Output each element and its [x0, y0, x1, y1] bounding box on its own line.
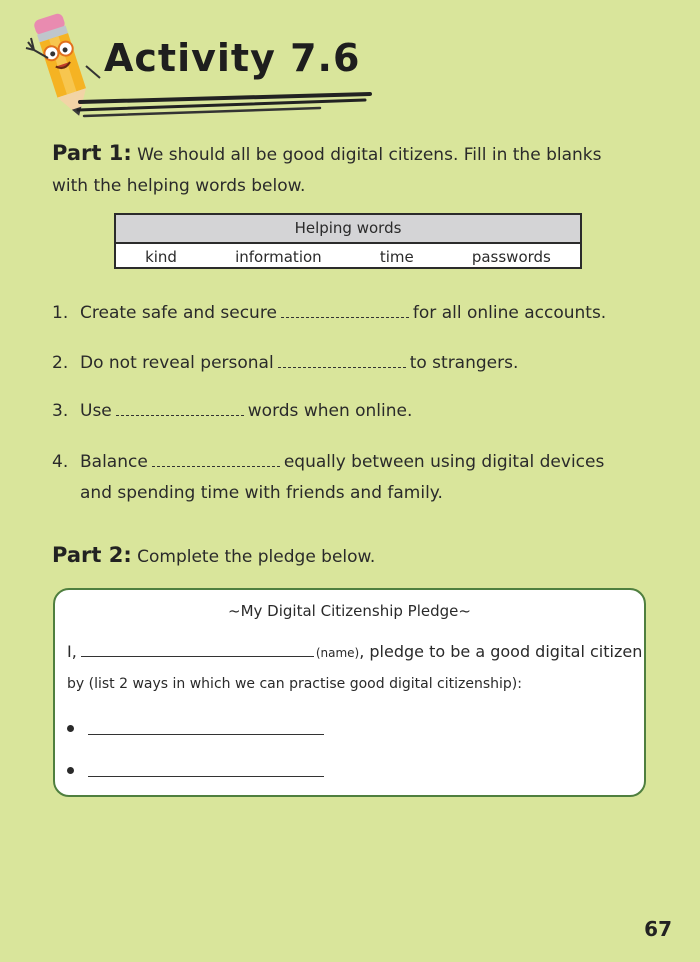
helping-words-row	[116, 244, 580, 269]
pledge-answer-blank[interactable]	[88, 764, 324, 777]
page-number: 67	[644, 917, 672, 941]
helping-words-header: Helping words	[116, 215, 580, 244]
question-number: 3.	[52, 401, 69, 421]
pledge-title: ~My Digital Citizenship Pledge~	[228, 602, 471, 620]
part1-instruction-b: with the helping words below.	[52, 176, 306, 196]
part1-instructions	[52, 138, 652, 202]
question-text-before: Do not reveal personal	[80, 353, 274, 373]
part2-instruction: Complete the pledge below.	[131, 547, 376, 567]
pledge-bullet-1	[67, 718, 324, 738]
question-text-before: Create safe and secure	[80, 303, 277, 323]
activity-title: Activity 7.6	[104, 36, 361, 80]
fill-in-blank[interactable]	[281, 303, 409, 318]
pledge-line1-start: I,	[67, 642, 77, 661]
helping-words-table	[114, 213, 582, 269]
question-text-after: equally between using digital devices	[283, 452, 605, 472]
question-text-after: words when online.	[247, 401, 413, 421]
name-hint: (name)	[315, 646, 360, 660]
part1-label: Part 1:	[52, 141, 132, 165]
fill-in-blank[interactable]	[152, 452, 280, 467]
question-1	[52, 298, 652, 329]
question-3	[52, 396, 652, 427]
helping-word: passwords	[471, 247, 551, 266]
pledge-line1-end: , pledge to be a good digital citizen	[359, 642, 643, 661]
pledge-bullet-2	[67, 760, 324, 780]
question-text-before: Balance	[80, 452, 148, 472]
helping-word: information	[235, 247, 322, 266]
question-number: 4.	[52, 452, 69, 472]
question-text-continuation: and spending time with friends and family.	[80, 483, 443, 503]
pledge-name-line	[67, 642, 642, 661]
fill-in-blank[interactable]	[278, 353, 406, 368]
question-text-before: Use	[80, 401, 112, 421]
part2-instructions	[52, 540, 652, 573]
name-blank[interactable]	[81, 642, 314, 657]
bullet-icon	[67, 767, 74, 774]
question-number: 2.	[52, 353, 69, 373]
pledge-answer-blank[interactable]	[88, 722, 324, 735]
question-text-after: to strangers.	[409, 353, 519, 373]
pledge-instruction-line: by (list 2 ways in which we can practise good digital citizenship):	[67, 676, 522, 692]
fill-in-blank[interactable]	[116, 401, 244, 416]
question-2	[52, 348, 652, 379]
pledge-box	[53, 588, 646, 797]
question-4	[52, 447, 652, 509]
part1-instruction-a: We should all be good digital citizens. Fill in the blanks	[131, 145, 602, 165]
helping-word: time	[379, 247, 414, 266]
question-number: 1.	[52, 303, 69, 323]
title-underline-decoration	[70, 80, 380, 130]
bullet-icon	[67, 725, 74, 732]
question-text-after: for all online accounts.	[412, 303, 607, 323]
helping-word: kind	[145, 247, 177, 266]
part2-label: Part 2:	[52, 543, 132, 567]
